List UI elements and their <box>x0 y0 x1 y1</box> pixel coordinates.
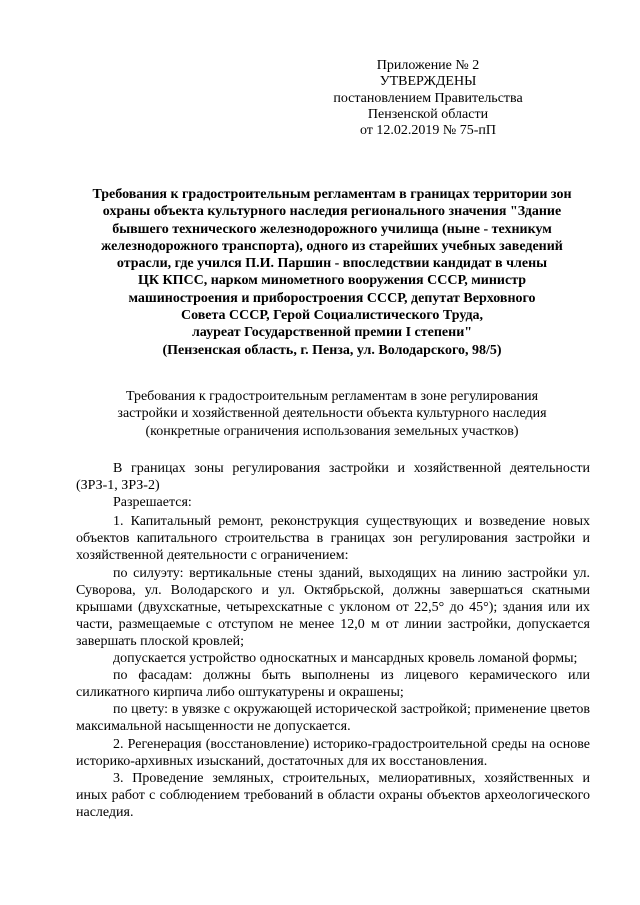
title-line: ЦК КПСС, нарком минометного вооружения СССР, министр <box>137 273 527 289</box>
title-address-line: (Пензенская область, г. Пенза, ул. Володарского, 98/5) <box>162 342 502 358</box>
title-line: охраны объекта культурного наследия регионального значения "Здание <box>102 204 562 220</box>
approval-block <box>318 58 538 139</box>
title-line: Требования к градостроительным регламентам в границах территории зон <box>92 187 572 202</box>
document-title <box>76 186 588 359</box>
approval-authority: постановлением Правительства <box>333 90 523 106</box>
roof-form-paragraph: допускается устройство односкатных и мансардных кровель ломаной формы; <box>113 651 578 667</box>
title-line: отрасли, где учился П.И. Паршин - впоследствии кандидат в члены <box>116 256 548 272</box>
requirements-body <box>76 460 590 821</box>
title-line: лауреат Государственной премии I степени" <box>191 325 473 341</box>
item-1-paragraph: 1. Капитальный ремонт, реконструкция существующих и возведение новых объектов капитального строительства в границах зон регулирования застройки и хозяйственной деятельности с ограничением: <box>76 514 590 564</box>
approval-region: Пензенской области <box>367 106 489 122</box>
title-line: железнодорожного транспорта), одного из старейших учебных заведений <box>101 238 563 254</box>
appendix-number: Приложение № 2 <box>376 58 480 73</box>
facade-paragraph: по фасадам: должны быть выполнены из лицевого керамического или силикатного кирпича либо оштукатурены и окрашены; <box>76 668 590 701</box>
subtitle-line: (конкретные ограничения использования земельных участков) <box>145 423 519 439</box>
subtitle-line: Требования к градостроительным регламентам в зоне регулирования <box>125 389 539 404</box>
title-line: бывшего технического железнодорожного училища (ныне - техникум <box>112 221 552 237</box>
title-line: машиностроения и приборостроения СССР, депутат Верховного <box>128 290 536 306</box>
approval-date-number: от 12.02.2019 № 75-пП <box>359 123 497 139</box>
subtitle-line: застройки и хозяйственной деятельности объекта культурного наследия <box>117 406 547 422</box>
item-2-paragraph: 2. Регенерация (восстановление) историко-градостроительной среды на основе историко-архивных изысканий, достаточных для их восстановления. <box>76 736 590 769</box>
color-paragraph: по цвету: в увязке с окружающей исторической застройкой; применение цветов максимальной насыщенности не допускается. <box>76 702 590 735</box>
zone-intro-paragraph: В границах зоны регулирования застройки и хозяйственной деятельности (ЗРЗ-1, ЗРЗ-2) <box>76 461 590 494</box>
silhouette-paragraph: по силуэту: вертикальные стены зданий, выходящих на линию застройки ул. Суворова, ул. Володарского и ул. Октябрьской, должны завершаться скатными крышами (двухскатные, четырехскатные с уклоном от 22,5° до 45°); здания или их части, размещаемые с отступом не менее 12,0 м от линии застройки, допускается завершать плоской кровлей; <box>76 565 590 649</box>
permitted-heading: Разрешается: <box>113 495 192 511</box>
section-subtitle <box>76 388 588 440</box>
title-line: Совета СССР, Герой Социалистического Труда, <box>180 308 484 324</box>
item-3-paragraph: 3. Проведение земляных, строительных, мелиоративных, хозяйственных и иных работ с соблюдением требований в области охраны объектов археологического наследия. <box>76 770 590 820</box>
approved-label: УТВЕРЖДЕНЫ <box>379 74 477 90</box>
